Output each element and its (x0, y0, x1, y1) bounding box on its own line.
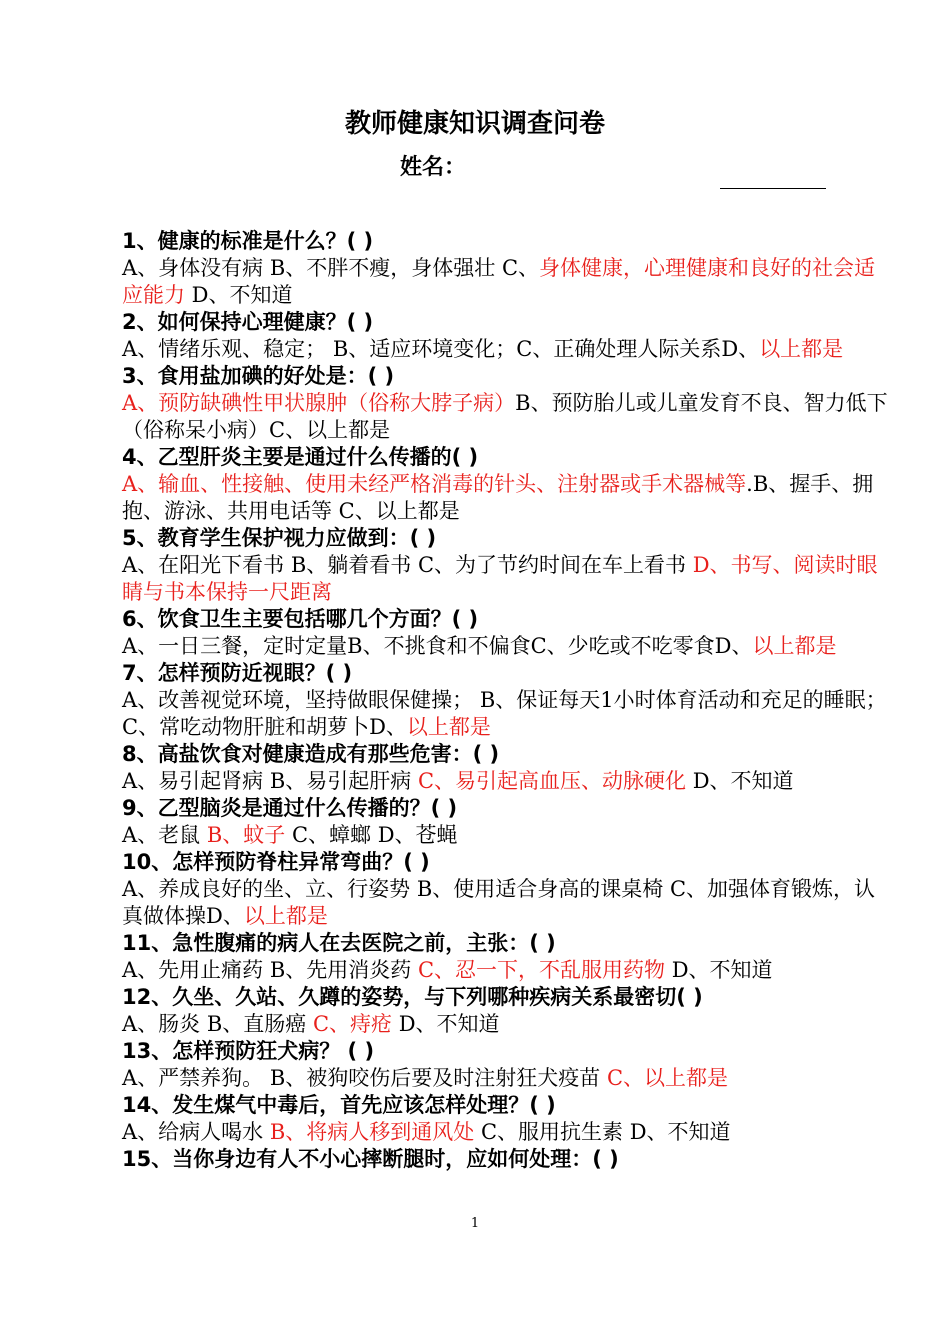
correct-answer: C、易引起高血压、动脉硬化 (417, 769, 687, 793)
answer-options (122, 1065, 894, 1092)
correct-answer: C、痔疮 (312, 1012, 393, 1036)
question-item (122, 363, 894, 444)
question-item (122, 984, 894, 1038)
page-number: 1 (470, 1216, 480, 1231)
answer-options (122, 957, 894, 984)
correct-answer: 以上都是 (406, 715, 491, 739)
question-text: 8、高盐饮食对健康造成有那些危害：( ) (122, 742, 500, 766)
answer-options (122, 336, 894, 363)
correct-answer: 以上都是 (243, 904, 328, 928)
answer-text: D、不知道 (185, 283, 293, 307)
answer-text: A、一日三餐，定时定量B、不挑食和不偏食C、少吃或不吃零食D、 (122, 634, 753, 658)
correct-answer: 以上都是 (759, 337, 844, 361)
name-label: 姓名： (400, 154, 467, 180)
answer-text: A、身体没有病 B、不胖不瘦，身体强壮 C、 (122, 256, 540, 280)
question-item (122, 228, 894, 309)
correct-answer: B、将病人移到通风处 (269, 1120, 475, 1144)
question-item (122, 795, 894, 849)
question-text: 13、怎样预防狂犬病？ ( ) (122, 1039, 375, 1063)
correct-answer: D、书写、阅读时眼睛与书本保持一尺距离 (122, 553, 878, 604)
question-item (122, 849, 894, 930)
question-item (122, 1038, 894, 1092)
question-item (122, 1092, 894, 1146)
answer-text: C、蟑螂 D、苍蝇 (285, 823, 458, 847)
answer-options (122, 822, 894, 849)
question-text: 7、怎样预防近视眼？( ) (122, 661, 353, 685)
question-text: 6、饮食卫生主要包括哪几个方面？( ) (122, 607, 479, 631)
question-text: 9、乙型脑炎是通过什么传播的？( ) (122, 796, 458, 820)
answer-text: C、服用抗生素 D、不知道 (474, 1120, 731, 1144)
page-title: 教师健康知识调查问卷 (344, 109, 605, 139)
answer-text: D、不知道 (665, 958, 773, 982)
question-item (122, 930, 894, 984)
question-text: 15、当你身边有人不小心摔断腿时，应如何处理：( ) (122, 1147, 619, 1171)
question-text: 12、久坐、久站、久蹲的姿势，与下列哪种疾病关系最密切( ) (122, 985, 703, 1009)
answer-text: A、老鼠 (122, 823, 207, 847)
answer-text: A、在阳光下看书 B、躺着看书 C、为了节约时间在车上看书 (122, 553, 693, 577)
answer-text: B、预防胎儿或儿童发育不良、智力低下（俗称呆小病）C、以上都是 (122, 391, 888, 442)
answer-text: A、严禁养狗。 B、被狗咬伤后要及时注射狂犬疫苗 (122, 1066, 607, 1090)
answer-options (122, 1119, 894, 1146)
correct-answer: C、以上都是 (606, 1066, 729, 1090)
question-item (122, 1146, 894, 1173)
question-text: 1、健康的标准是什么？( ) (122, 229, 374, 253)
answer-text: A、易引起肾病 B、易引起肝病 (122, 769, 418, 793)
correct-answer: A、输血、性接触、使用未经严格消毒的针头、注射器或手术器械等 (122, 472, 747, 496)
question-text: 2、如何保持心理健康？( ) (122, 310, 374, 334)
question-item (122, 606, 894, 660)
answer-options (122, 255, 894, 309)
answer-options (122, 768, 894, 795)
answer-text: A、给病人喝水 (122, 1120, 270, 1144)
question-text: 11、急性腹痛的病人在去医院之前，主张：( ) (122, 931, 556, 955)
answer-options (122, 633, 894, 660)
question-text: 3、食用盐加碘的好处是：( ) (122, 364, 395, 388)
answer-options (122, 390, 894, 444)
answer-options (122, 687, 894, 741)
answer-options (122, 876, 894, 930)
answer-text: A、情绪乐观、稳定； B、适应环境变化；C、正确处理人际关系D、 (122, 337, 760, 361)
correct-answer: A、预防缺碘性甲状腺肿（俗称大脖子病） (122, 391, 516, 415)
question-item (122, 309, 894, 363)
correct-answer: 以上都是 (752, 634, 837, 658)
question-text: 5、教育学生保护视力应做到：( ) (122, 526, 437, 550)
correct-answer: 身体健康，心理健康和良好的社会适应能力 (122, 256, 876, 307)
answer-text: A、先用止痛药 B、先用消炎药 (122, 958, 418, 982)
question-text: 10、怎样预防脊柱异常弯曲？( ) (122, 850, 430, 874)
question-item (122, 444, 894, 525)
name-blank-line (720, 188, 826, 189)
question-item (122, 660, 894, 741)
answer-text: D、不知道 (392, 1012, 500, 1036)
answer-text: A、改善视觉环境，坚持做眼保健操； B、保证每天1小时体育活动和充足的睡眠； C、常吃动物肝脏和胡萝卜D、 (122, 688, 887, 739)
question-item (122, 741, 894, 795)
answer-options (122, 471, 894, 525)
correct-answer: C、忍一下，不乱服用药物 (417, 958, 666, 982)
answer-text: A、养成良好的坐、立、行姿势 B、使用适合身高的课桌椅 C、加强体育锻炼，认真做体操D、 (122, 877, 876, 928)
answer-options (122, 552, 894, 606)
question-item (122, 525, 894, 606)
correct-answer: B、蚊子 (206, 823, 286, 847)
answer-text: D、不知道 (686, 769, 794, 793)
answer-options (122, 1011, 894, 1038)
question-text: 4、乙型肝炎主要是通过什么传播的( ) (122, 445, 479, 469)
answer-text: .B、握手、拥抱、游泳、共用电话等 C、以上都是 (122, 472, 874, 523)
answer-text: A、肠炎 B、直肠癌 (122, 1012, 313, 1036)
question-list (122, 228, 894, 1173)
question-text: 14、发生煤气中毒后，首先应该怎样处理？( ) (122, 1093, 556, 1117)
